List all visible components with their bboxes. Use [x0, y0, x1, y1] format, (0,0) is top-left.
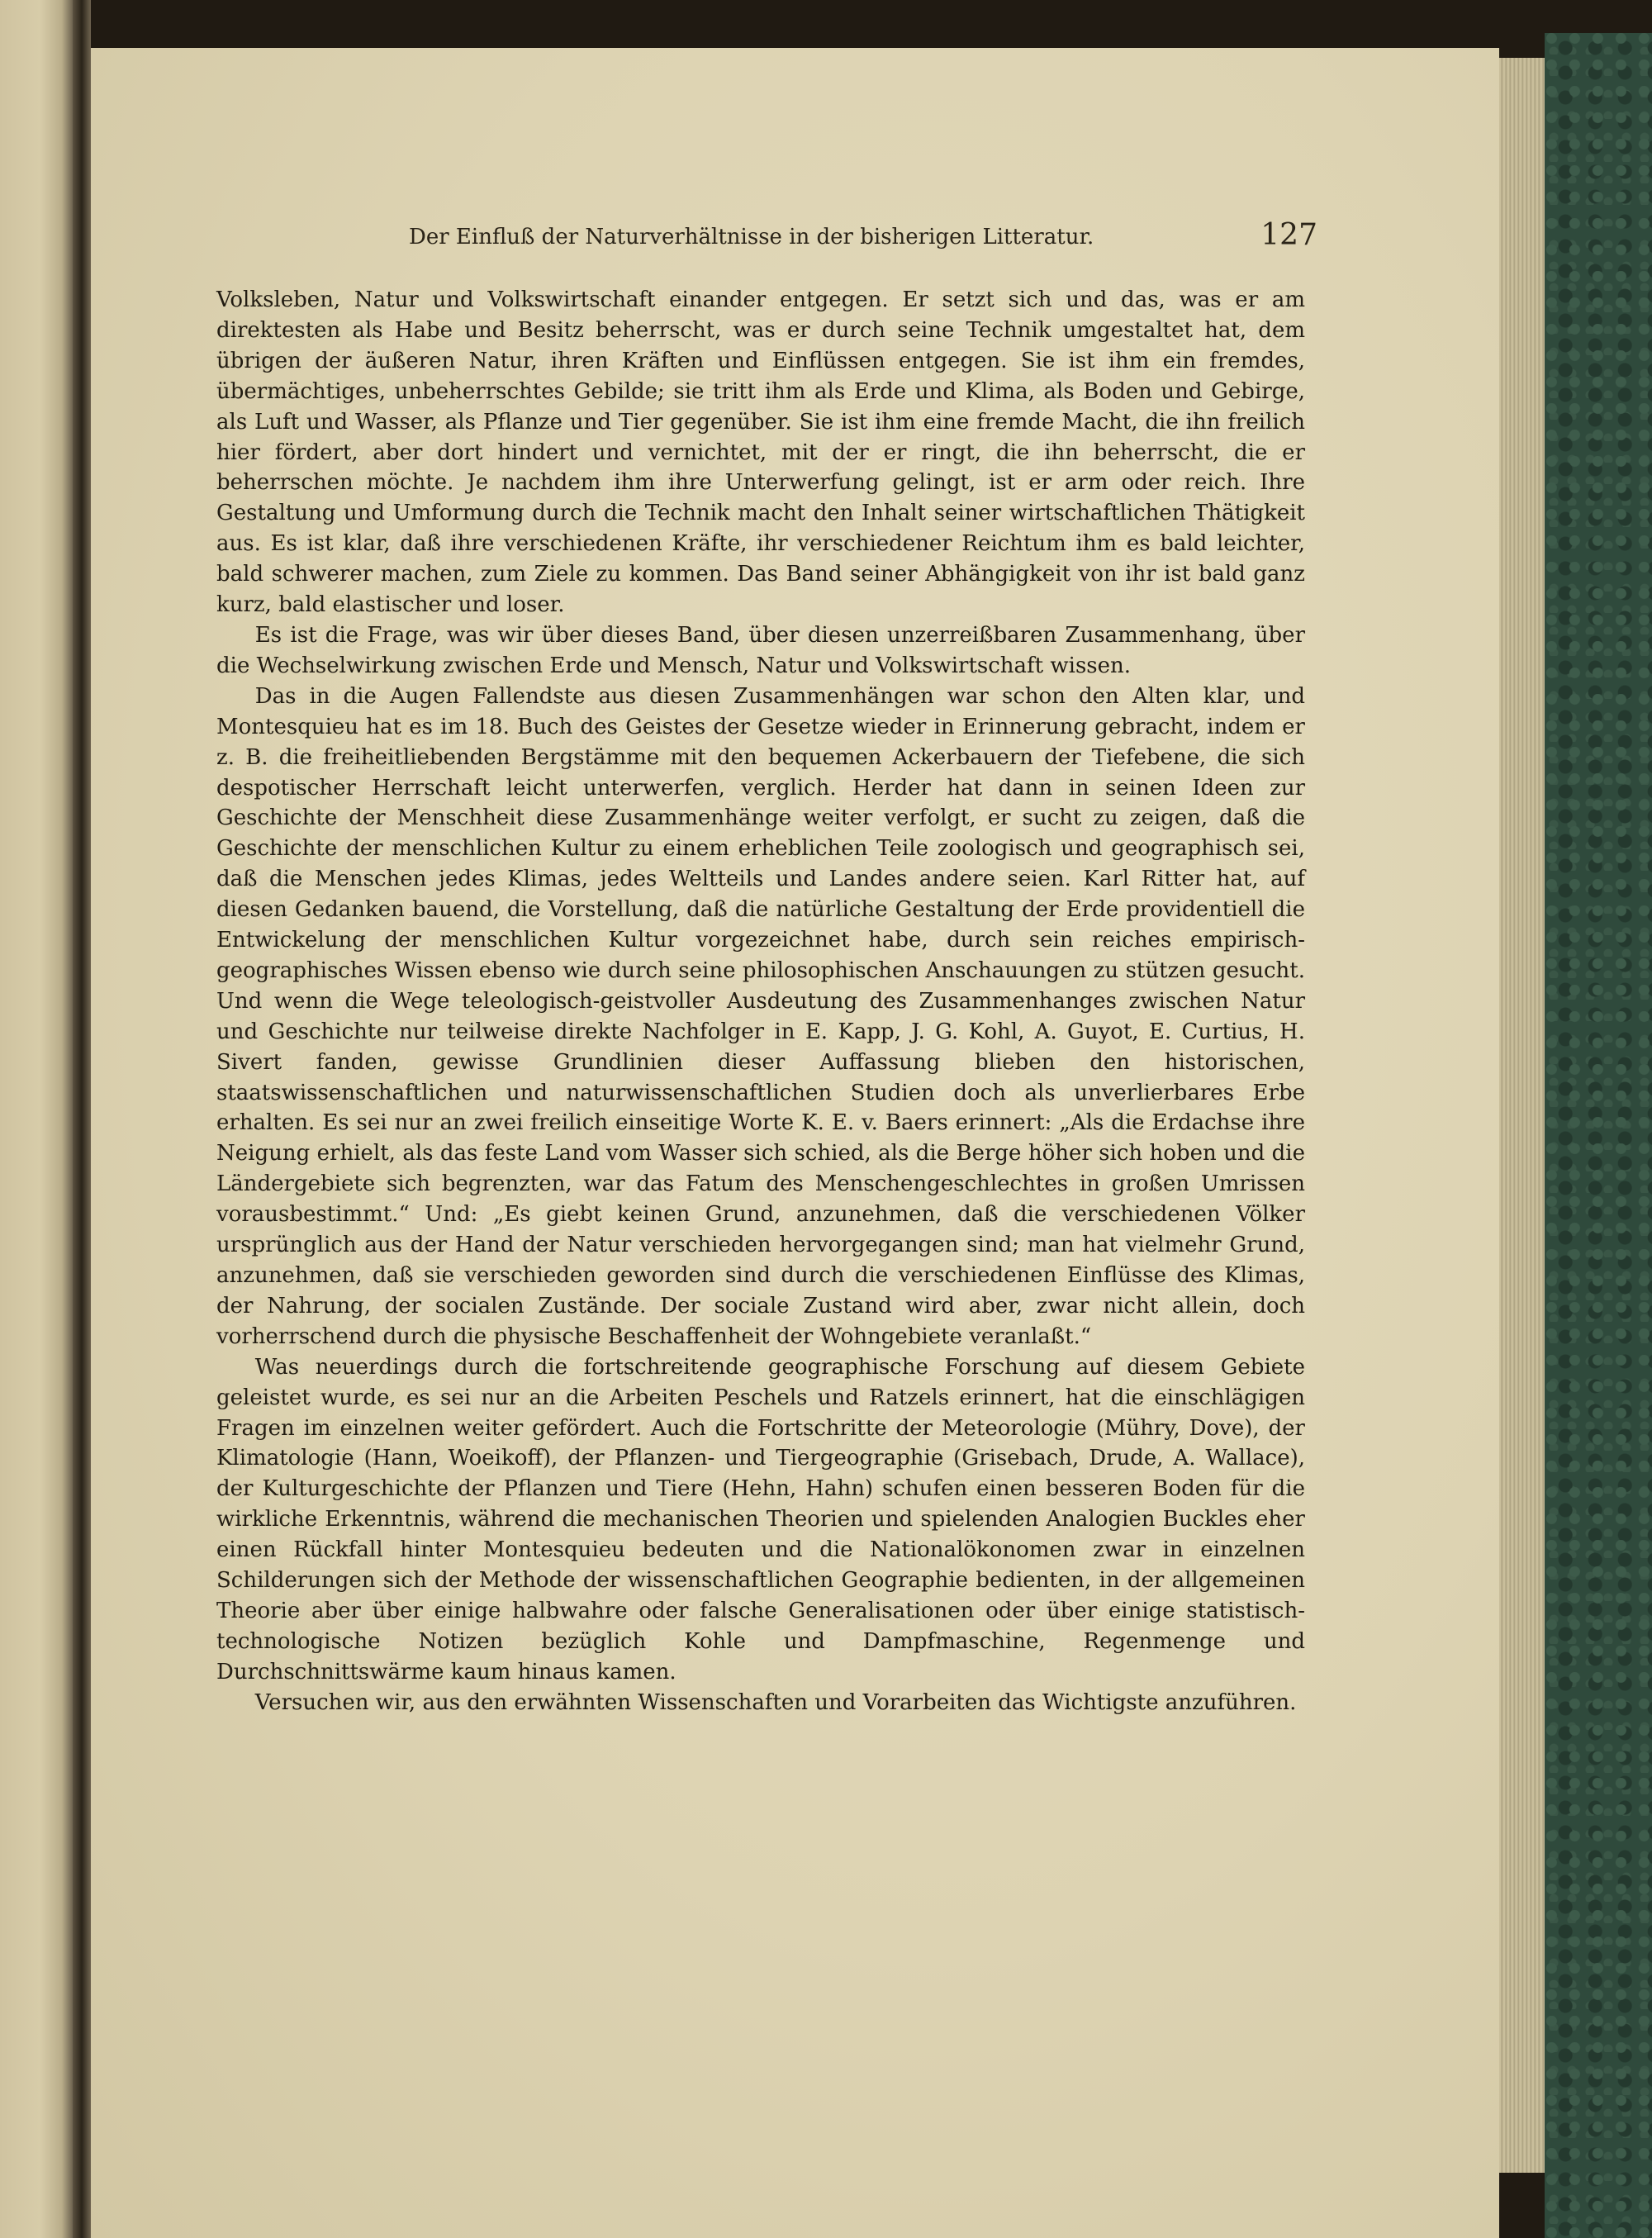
page-number: 127 — [1260, 218, 1317, 252]
body-text — [216, 285, 1305, 1718]
paragraph-2: Es ist die Frage, was wir über dieses Band, über diesen unzerreißbaren Zusammenhang, über die Wechselwirkung zwischen Erde und Mensch, Natur und Volkswirtschaft wissen. — [216, 622, 1305, 678]
left-page-edge — [0, 0, 73, 2238]
book-gutter — [73, 0, 91, 2238]
page-edges — [1499, 58, 1545, 2173]
paragraph-1: Volksleben, Natur und Volkswirtschaft einander entgegen. Er setzt sich und das, was er am direktesten als Habe und Besitz beherrscht, was er durch seine Technik umgestaltet hat, dem übrigen der äußeren Natur, ihren Kräften und Einflüssen entgegen. Sie ist ihm ein fremdes, übermächtiges, unbeherrschtes Gebilde; sie tritt ihm als Erde und Klima, als Boden und Gebirge, als Luft und Wasser, als Pflanze und Tier gegenüber. Sie ist ihm eine fremde Macht, die ihn freilich hier fördert, aber dort hindert und vernichtet, mit der er ringt, die ihn beherrscht, die er beherrschen möchte. Je nachdem ihm ihre Unterwerfung gelingt, ist er arm oder reich. Ihre Gestaltung und Umformung durch die Technik macht den Inhalt seiner wirtschaftlichen Thätigkeit aus. Es ist klar, daß ihre verschiedenen Kräfte, ihr verschiedener Reichtum ihm es bald leichter, bald schwerer machen, zum Ziele zu kommen. Das Band seiner Abhängigkeit von ihr ist bald ganz kurz, bald elastischer und loser. — [216, 287, 1305, 618]
paragraph-5: Versuchen wir, aus den erwähnten Wissenschaften und Vorarbeiten das Wichtigste anzuführen. — [254, 1689, 1297, 1715]
paragraph-3: Das in die Augen Fallendste aus diesen Zusammenhängen war schon den Alten klar, und Montesquieu hat es im 18. Buch des Geistes der Gesetze wieder in Erinnerung gebracht, indem er z. B. die freiheitliebenden Bergstämme mit den bequemen Ackerbauern der Tiefebene, die sich despotischer Herrschaft leicht unterwerfen, verglich. Herder hat dann in seinen Ideen zur Geschichte der Menschheit diese Zusammenhänge weiter verfolgt, er sucht zu zeigen, daß die Geschichte der menschlichen Kultur zu einem erheblichen Teile zoologisch und geographisch sei, daß die Menschen jedes Klimas, jedes Weltteils und Landes andere seien. Karl Ritter hat, auf diesen Gedanken bauend, die Vorstellung, daß die natürliche Gestaltung der Erde providentiell die Entwickelung der menschlichen Kultur vorgezeichnet habe, durch sein reiches empirisch-geographisches Wissen ebenso wie durch seine philosophischen Anschauungen zu stützen gesucht. Und wenn die Wege teleologisch-geistvoller Ausdeutung des Zusammenhanges zwischen Natur und Geschichte nur teilweise direkte Nachfolger in E. Kapp, J. G. Kohl, A. Guyot, E. Curtius, H. Sivert fanden, gewisse Grundlinien dieser Auffassung blieben den historischen, staatswissenschaftlichen und naturwissenschaftlichen Studien doch als unverlierbares Erbe erhalten. Es sei nur an zwei freilich einseitige Worte K. E. v. Baers erinnert: „Als die Erdachse ihre Neigung erhielt, als das feste Land vom Wasser sich schied, als die Berge höher sich hoben und die Ländergebiete sich begrenzten, war das Fatum des Menschengeschlechtes in großen Umrissen vorausbestimmt.“ Und: „Es giebt keinen Grund, anzunehmen, daß die verschiedenen Völker ursprünglich aus der Hand der Natur verschieden hervorgegangen sind; man hat vielmehr Grund, anzunehmen, daß sie verschieden geworden sind durch die verschiedenen Einflüsse des Klimas, der Nahrung, der socialen Zustände. Der sociale Zustand wird aber, zwar nicht allein, doch vorherrschend durch die physische Beschaffenheit der Wohngebiete veranlaßt.“ — [216, 683, 1305, 1349]
paragraph-4: Was neuerdings durch die fortschreitende geographische Forschung auf diesem Gebiete geleistet wurde, es sei nur an die Arbeiten Peschels und Ratzels erinnert, hat die einschlägigen Fragen im einzelnen weiter gefördert. Auch die Fortschritte der Meteorologie (Mühry, Dove), der Klimatologie (Hann, Woeikoff), der Pflanzen- und Tiergeographie (Grisebach, Drude, A. Wallace), der Kulturgeschichte der Pflanzen und Tiere (Hehn, Hahn) schufen einen besseren Boden für die wirkliche Erkenntnis, während die mechanischen Theorien und spielenden Analogien Buckles eher einen Rückfall hinter Montesquieu bedeuten und die Nationalökonomen zwar in einzelnen Schilderungen sich der Methode der wissenschaftlichen Geographie bedienten, in der allgemeinen Theorie aber über einige halbwahre oder falsche Generalisationen oder über einige statistisch-technologische Notizen bezüglich Kohle und Dampfmaschine, Regenmenge und Durchschnittswärme kaum hinaus kamen. — [216, 1354, 1305, 1684]
running-header: Der Einfluß der Naturverhältnisse in der bisherigen Litteratur. — [409, 225, 1094, 249]
book-cover — [1545, 33, 1652, 2238]
